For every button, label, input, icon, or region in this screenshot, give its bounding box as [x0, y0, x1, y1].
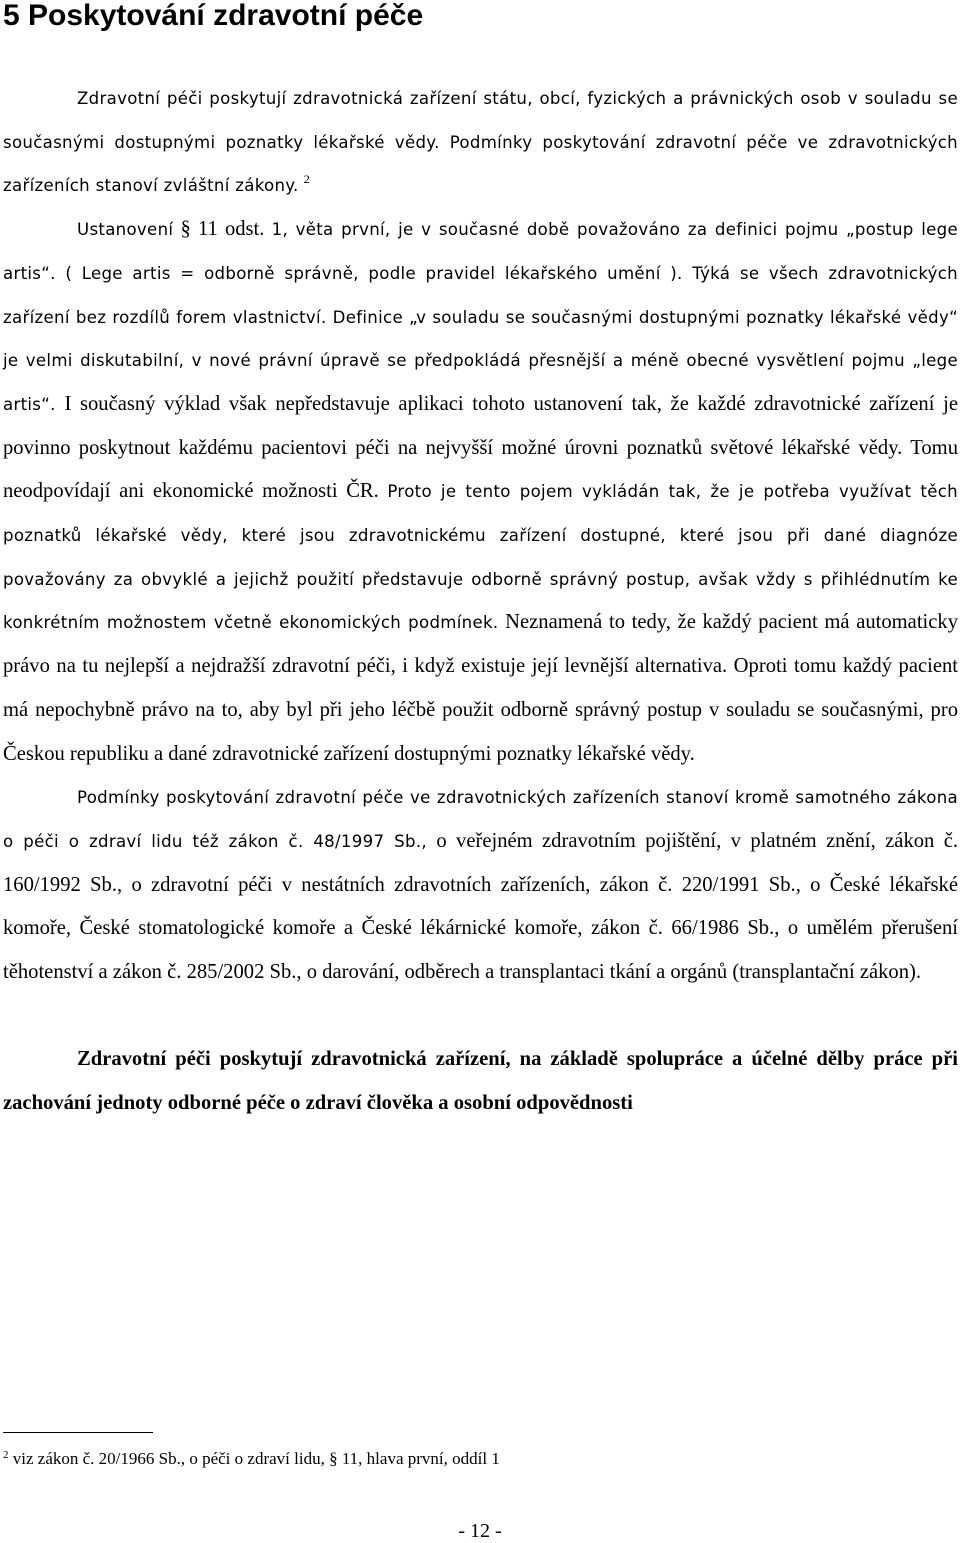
paragraph-1	[3, 77, 958, 208]
paragraph-2-text-d: I současný výklad však nepředstavuje aplikaci tohoto ustanovení tak, že každé zdravotnické zařízení je povinno poskytnout každému pacientovi péči na nejvyšší možné úrovni poznatků světové lékařské vědy. Tomu neodpovídají ani ekonomické možnosti ČR.	[3, 392, 958, 503]
paragraph-2	[3, 208, 958, 776]
paragraph-1-text: Zdravotní péči poskytují zdravotnická zařízení státu, obcí, fyzických a právnických osob v souladu se současnými dostupnými poznatky lékařské vědy. Podmínky poskytování zdravotní péče ve zdravotnických zařízeních stanoví zvláštní zákony.	[3, 89, 958, 196]
paragraph-gap	[3, 995, 958, 1039]
footnote-number: 2	[3, 1449, 9, 1461]
paragraph-2-text-f: Neznamená to tedy, že každý pacient má automaticky právo na tu nejlepší a nejdražší zdravotní péči, i když existuje její levnější alternativa. Oproti tomu každý pacient má nepochybně právo na to, aby byl při jeho léčbě použit odborně správný postup v souladu se současnými, pro Českou republiku a dané zdravotnické zařízení dostupnými poznatky lékařské vědy.	[3, 611, 958, 765]
chapter-heading: 5 Poskytování zdravotní péče	[3, 0, 424, 32]
body-text	[3, 77, 958, 1126]
footnote-separator	[3, 1432, 153, 1433]
page-number: - 12 -	[458, 1520, 502, 1542]
paragraph-3-text-a: Podmínky poskytování zdravotní péče ve zdravotnických zařízeních stanoví kromě samotného zákona o péči o zdraví lidu též zákon č. 48/1997 Sb.,	[3, 788, 958, 851]
paragraph-3	[3, 776, 958, 995]
paragraph-2-text-a: Ustanovení	[77, 220, 174, 240]
footnote	[3, 1447, 903, 1471]
footnote-text: viz zákon č. 20/1966 Sb., o péči o zdraví lidu, § 11, hlava první, oddíl 1	[12, 1449, 500, 1468]
paragraph-4: Zdravotní péči poskytují zdravotnická zařízení, na základě spolupráce a účelné dělby práce při zachování jednoty odborné péče o zdraví člověka a osobní odpovědnosti	[3, 1048, 958, 1115]
paragraph-2-text-c: 1, věta první, je v současné době považováno za definici pojmu „postup lege artis“. ( Lege artis = odborně správně, podle pravidel lékařského umění ). Týká se všech zdravotnických zařízení bez rozdílů forem vlastnictví. Definice „v souladu se současnými dostupnými poznatky lékařské vědy“ je velmi diskutabilní, v nové právní úpravě se předpokládá přesnější a méně obecné vysvětlení pojmu „lege artis“.	[3, 220, 958, 414]
paragraph-3-text-b: o veřejném zdravotním pojištění, v platném znění, zákon č. 160/1992 Sb., o zdravotní péči v nestátních zdravotních zařízeních, zákon č. 220/1991 Sb., o České lékařské komoře, České stomatologické komoře a České lékárnické komoře, zákon č. 66/1986 Sb., o umělém přerušení těhotenství a zákon č. 285/2002 Sb., o darování, odběrech a transplantaci tkání a orgánů (transplantační zákon).	[3, 829, 958, 984]
paragraph-2-text-e: Proto je tento pojem vykládán tak, že je potřeba využívat těch poznatků lékařské vědy, které jsou zdravotnickému zařízení dostupné, které jsou při dané diagnóze považovány za obvyklé a jejichž použití představuje odborně správný postup, avšak vždy s přihlédnutím ke konkrétním možnostem včetně ekonomických podmínek.	[3, 482, 958, 633]
paragraph-2-text-b: § 11 odst.	[180, 218, 265, 241]
footnote-reference: 2	[303, 172, 310, 187]
